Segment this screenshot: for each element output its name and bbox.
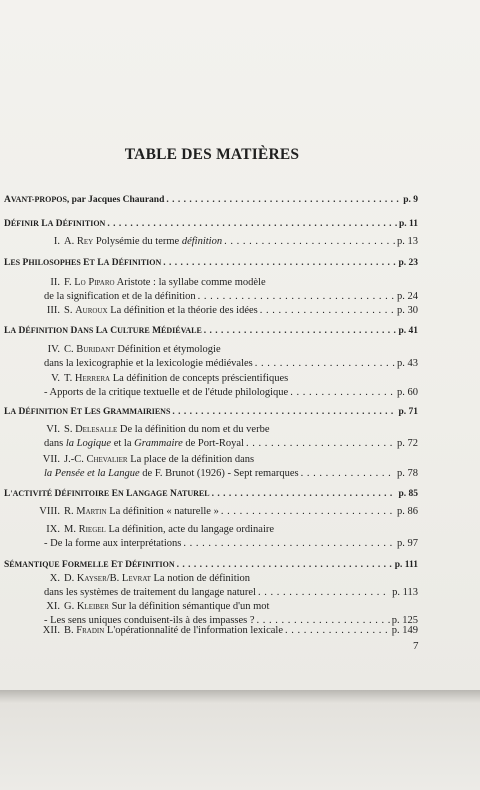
smallcap-letters: 'ACTIVITÉ <box>10 489 53 498</box>
page-ref: p. 23 <box>398 258 418 268</box>
author-name: M. Riegel <box>64 524 106 535</box>
entry-row <box>64 625 418 636</box>
row-text: A. Rey Polysémie du terme définition <box>64 236 223 247</box>
author-name: A. Rey <box>64 236 94 247</box>
author-name: S. Auroux <box>64 305 108 316</box>
section-row <box>4 560 418 570</box>
entry-first-line: J.-C. Chevalier La place de la définition dans <box>64 454 255 465</box>
smallcap-letters: ÉFINITION <box>25 407 69 416</box>
italic-title: Grammaire <box>134 438 183 449</box>
smallcap-letters: ÉDIÉVALE <box>161 326 202 335</box>
dot-leader <box>246 438 395 449</box>
entry-first-line: G. Kleiber Sur la définition sémantique d'un mot <box>64 601 270 612</box>
page-ref: p. 97 <box>397 538 418 549</box>
entry-number: VIII. <box>39 506 60 517</box>
dot-leader <box>212 489 397 499</box>
page-number: 7 <box>413 640 419 652</box>
author-surname: Kleiber <box>76 601 109 612</box>
row-text: LA DÉFINITION ET LES GRAMMAIRIENS <box>4 407 171 417</box>
entry-first-line: T. Herrera La définition de concepts préscientifiques <box>64 373 289 384</box>
dot-leader <box>290 387 395 398</box>
dot-leader <box>204 326 397 336</box>
dot-leader <box>260 305 395 316</box>
smallcap-letters: ANGAGE <box>132 489 168 498</box>
section-row <box>4 219 418 229</box>
row-text: dans la Logique et la Grammaire de Port-Royal <box>44 438 244 449</box>
author-surname: Auroux <box>75 305 108 316</box>
dot-leader <box>172 407 396 417</box>
smallcap-letters: ÉFINIR <box>10 219 39 228</box>
entry-number: X. <box>49 573 60 584</box>
dot-leader <box>166 195 401 205</box>
entry-number: I. <box>53 236 60 247</box>
author-surname: Kayser/B. <box>76 573 120 584</box>
row-text: LA DÉFINITION DANS LA CULTURE MÉDIÉVALE <box>4 326 202 336</box>
row-text: - De la forme aux interprétations <box>44 538 182 549</box>
entry-number: VI. <box>46 424 60 435</box>
row-text: - Les sens uniques conduisent-ils à des impasses ? <box>44 615 255 626</box>
smallcap-letters: A <box>10 407 17 416</box>
entry-number: II. <box>50 277 60 288</box>
section-row <box>4 326 418 336</box>
author-name: D. Kayser/B. Levrat <box>64 573 151 584</box>
smallcap-letters: ÉFINITION <box>118 258 162 267</box>
row-text: R. Martin La définition « naturelle » <box>64 506 219 517</box>
row-text: la Pensée et la Langue de F. Brunot (1926) - Sept remarques <box>44 468 299 479</box>
smallcap-letters: N <box>117 489 124 498</box>
dot-leader <box>183 538 395 549</box>
page-ref: p. 30 <box>397 305 418 316</box>
author-name: B. Fradin <box>64 625 105 636</box>
dot-leader <box>163 258 396 268</box>
page-ref: p. 113 <box>392 587 418 598</box>
page-edge-shadow <box>0 690 480 704</box>
author-name: G. Kleiber <box>64 601 109 612</box>
row-text: LES PHILOSOPHES ET LA DÉFINITION <box>4 258 162 268</box>
entry-row <box>44 538 418 549</box>
entry-first-line: D. Kayser/B. Levrat La notion de définition <box>64 573 251 584</box>
smallcap-letters: HILOSOPHES <box>28 258 81 267</box>
dot-leader <box>255 358 395 369</box>
row-text: dans la lexicographie et la lexicologie médiévales <box>44 358 253 369</box>
author-name: S. Delesalle <box>64 424 118 435</box>
entry-number: IV. <box>47 344 60 355</box>
smallcap-letters: T <box>76 407 83 416</box>
entry-row <box>64 305 418 316</box>
author-surname: Piparo <box>88 277 115 288</box>
row-text: de la signification et de la définition <box>44 291 196 302</box>
author-name: T. Herrera <box>64 373 111 384</box>
author-name: R. Martin <box>64 506 107 517</box>
page-ref: p. 71 <box>398 407 418 417</box>
row-text: dans les systèmes de traitement du langage naturel <box>44 587 256 598</box>
page-ref: p. 11 <box>398 219 418 229</box>
author-surname: Buridant <box>76 344 115 355</box>
dot-leader <box>301 468 395 479</box>
smallcap-letters: ÉFINITION <box>62 219 106 228</box>
author-surname: Martin <box>76 506 107 517</box>
smallcap-letters: A <box>47 219 54 228</box>
entry-row <box>44 438 418 449</box>
row-text: L'ACTIVITÉ DÉFINITOIRE EN LANGAGE NATUREL <box>4 489 210 499</box>
smallcap-letters: ATUREL <box>176 489 210 498</box>
author-surname: Riegel <box>78 524 106 535</box>
page-ref: p. 111 <box>394 560 418 570</box>
avant-propos-author: , par Jacques Chaurand <box>66 195 165 205</box>
entry-number: XI. <box>46 601 60 612</box>
dot-leader <box>221 506 395 517</box>
author-surname: Rey <box>76 236 94 247</box>
author-surname: Delesalle <box>75 424 118 435</box>
entry-number: III. <box>46 305 60 316</box>
page-title: TABLE DES MATIÈRES <box>124 146 300 163</box>
section-row <box>4 258 418 268</box>
row-text: - Apports de la critique textuelle et de l'étude philologique <box>44 387 289 398</box>
section-row <box>4 407 418 417</box>
entry-number: IX. <box>46 524 60 535</box>
dot-leader <box>198 291 395 302</box>
page-ref: p. 78 <box>397 468 418 479</box>
italic-title: la Pensée et la Langue <box>44 468 140 479</box>
page-ref: p. 24 <box>397 291 418 302</box>
smallcap-letters: ULTURE <box>117 326 150 335</box>
smallcap-letters: ÉFINITION <box>25 326 69 335</box>
smallcap-letters: ÉMANTIQUE <box>9 560 60 569</box>
entry-number: V. <box>51 373 60 384</box>
smallcap-letters: ÉFINITOIRE <box>61 489 110 498</box>
page-ref: p. 9 <box>403 195 418 205</box>
row-text: AVANT-PROPOS, par Jacques Chaurand <box>4 195 165 205</box>
author-name: F. Lo Piparo <box>64 277 115 288</box>
author-surname: Chevalier <box>86 454 128 465</box>
row-text: B. Fradin L'opérationnalité de l'information lexicale <box>64 625 283 636</box>
smallcap-letters: T <box>117 560 123 569</box>
smallcap-letters: VANT-PROPOS <box>10 195 67 204</box>
smallcap-letters: RAMMAIRIENS <box>110 407 171 416</box>
author-surname: Fradin <box>76 625 105 636</box>
italic-title: définition <box>181 236 223 247</box>
entry-number: XII. <box>42 625 60 636</box>
dot-leader <box>258 587 390 598</box>
entry-row <box>64 506 418 517</box>
dot-leader <box>107 219 397 229</box>
entry-row <box>44 291 418 302</box>
section-row <box>4 489 418 499</box>
row-text: SÉMANTIQUE FORMELLE ET DÉFINITION <box>4 560 175 570</box>
smallcap-letters: A <box>10 326 17 335</box>
author-name: J.-C. Chevalier <box>64 454 128 465</box>
dot-leader <box>285 625 390 636</box>
smallcap-letters: A <box>103 258 110 267</box>
page-ref: p. 72 <box>397 438 418 449</box>
page-ref: p. 13 <box>397 236 418 247</box>
row-text: DÉFINIR LA DÉFINITION <box>4 219 106 229</box>
background-surface <box>0 704 480 790</box>
avant-propos-row <box>4 195 418 205</box>
dot-leader <box>177 560 393 570</box>
author-name: C. Buridant <box>64 344 115 355</box>
entry-row <box>44 387 418 398</box>
page-ref: p. 41 <box>398 326 418 336</box>
smallcap-letters: ES <box>10 258 21 267</box>
smallcap-letters: ES <box>90 407 101 416</box>
entry-row <box>64 236 418 247</box>
page-ref: p. 149 <box>391 625 418 636</box>
smallcap-letters: T <box>89 258 95 267</box>
smallcap-letters: A <box>102 326 108 335</box>
page-ref: p. 125 <box>391 615 418 626</box>
entry-number: VII. <box>42 454 60 465</box>
entry-row <box>44 468 418 479</box>
italic-title: la Logique <box>65 438 112 449</box>
smallcap-letters: ANS <box>77 326 94 335</box>
page-ref: p. 86 <box>397 506 418 517</box>
entry-first-line: C. Buridant Définition et étymologie <box>64 344 221 355</box>
dot-leader <box>224 236 395 247</box>
entry-first-line: F. Lo Piparo Aristote : la syllabe comme modèle <box>64 277 266 288</box>
author-surname: Herrera <box>74 373 111 384</box>
entry-first-line: M. Riegel La définition, acte du langage ordinaire <box>64 524 275 535</box>
entry-first-line: S. Delesalle De la définition du nom et du verbe <box>64 424 270 435</box>
row-text: S. Auroux La définition et la théorie des idées <box>64 305 258 316</box>
smallcap-letters: ORMELLE <box>67 560 109 569</box>
page-ref: p. 85 <box>398 489 418 499</box>
author-surname: Levrat <box>121 573 151 584</box>
author-surname: Lo <box>74 277 86 288</box>
entry-row <box>44 587 418 598</box>
smallcap-letters: ÉFINITION <box>131 560 175 569</box>
page-ref: p. 43 <box>397 358 418 369</box>
page-ref: p. 60 <box>397 387 418 398</box>
entry-row <box>44 358 418 369</box>
